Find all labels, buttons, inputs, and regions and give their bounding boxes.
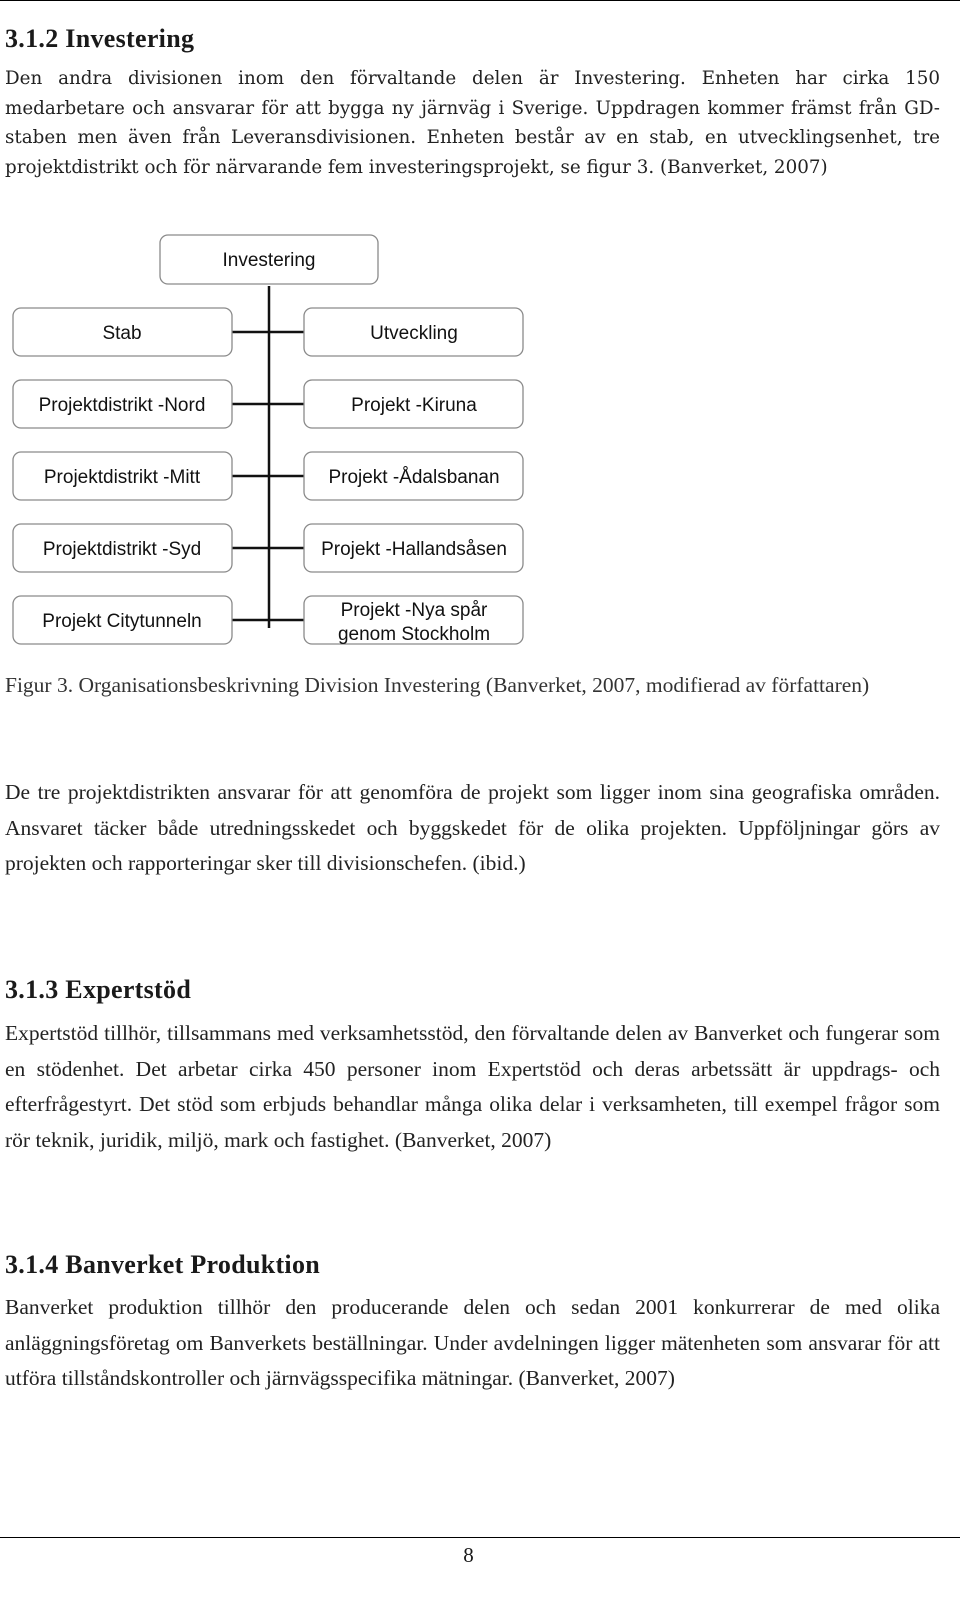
org-chart	[5, 222, 540, 654]
node-projektdistrikt-mitt	[13, 452, 232, 500]
node-projekt-adalsbanan	[304, 452, 523, 500]
node-projekt-kiruna	[304, 380, 523, 428]
figure-caption: Figur 3. Organisationsbeskrivning Division Investering (Banverket, 2007, modifierad av författaren)	[5, 673, 870, 697]
top-rule	[0, 0, 960, 1]
svg-text:Projekt -Ådalsbanan: Projekt -Ådalsbanan	[328, 467, 500, 488]
svg-text:genom Stockholm: genom Stockholm	[337, 624, 491, 645]
svg-text:Projekt -Hallandsåsen: Projekt -Hallandsåsen	[321, 539, 507, 560]
node-utveckling	[304, 308, 523, 356]
svg-text:Projektdistrikt -Nord: Projektdistrikt -Nord	[38, 395, 206, 416]
paragraph-expertstod: Expertstöd tillhör, tillsammans med verksamhetsstöd, den förvaltande delen av Banverket och fungerar som en stödenhet. Det arbetar cirka 450 personer inom Expertstöd och deras arbetssätt är uppdrags- och efterfrågestyrt. Det stöd som erbjuds behandlar många olika delar i verksamheten, till exempel frågor som rör teknik, juridik, miljö, mark och fastighet. (Banverket, 2007)	[5, 1021, 940, 1152]
heading-expertstod: 3.1.3 Expertstöd	[5, 975, 192, 1004]
svg-text:Projektdistrikt -Mitt: Projektdistrikt -Mitt	[43, 467, 201, 488]
node-projekt-nya-spar	[304, 596, 523, 645]
left-connectors	[232, 332, 269, 620]
svg-text:Utveckling: Utveckling	[370, 323, 458, 344]
paragraph-projektdistrikt: De tre projektdistrikten ansvarar för att genomföra de projekt som ligger inom sina geografiska områden. Ansvaret täcker både utredningsskedet och byggskedet för de olika projekten. Uppföljningar görs av projekten och rapporteringar sker till divisionschefen. (ibid.)	[5, 780, 940, 875]
node-projekt-hallandsasen	[304, 524, 523, 572]
svg-text:Projekt -Nya spår: Projekt -Nya spår	[340, 600, 488, 621]
node-projektdistrikt-nord	[13, 380, 232, 428]
svg-text:Projektdistrikt -Syd: Projektdistrikt -Syd	[42, 539, 202, 560]
node-projekt-citytunneln	[13, 596, 232, 644]
footer-rule	[0, 1537, 960, 1538]
paragraph-banverket-produktion: Banverket produktion tillhör den producerande delen och sedan 2001 konkurrerar de med olika anläggningsföretag om Banverkets beställningar. Under avdelningen ligger mätenheten som ansvarar för att utföra tillståndskontroller och järnvägsspecifika mätningar. (Banverket, 2007)	[5, 1295, 940, 1390]
node-projektdistrikt-syd	[13, 524, 232, 572]
node-stab	[13, 308, 232, 356]
svg-text:Stab: Stab	[102, 323, 142, 344]
page-number: 8	[463, 1543, 474, 1567]
heading-investering: 3.1.2 Investering	[5, 24, 195, 53]
svg-text:Investering: Investering	[222, 250, 316, 271]
org-chart-figure	[5, 222, 540, 654]
heading-banverket-produktion: 3.1.4 Banverket Produktion	[5, 1250, 321, 1279]
svg-text:Projekt -Kiruna: Projekt -Kiruna	[351, 395, 477, 416]
right-connectors	[269, 332, 304, 620]
paragraph-investering: Den andra divisionen inom den förvaltande delen är Investering. Enheten har cirka 150 medarbetare och ansvarar för att bygga ny järnväg i Sverige. Uppdragen kommer främst från GD-staben men även från Leveransdivisionen. Enheten består av en stab, en utvecklingsenhet, tre projektdistrikt och för närvarande fem investeringsprojekt, se figur 3. (Banverket, 2007)	[5, 68, 940, 178]
node-root	[160, 235, 378, 284]
svg-text:Projekt Citytunneln: Projekt Citytunneln	[42, 611, 202, 632]
